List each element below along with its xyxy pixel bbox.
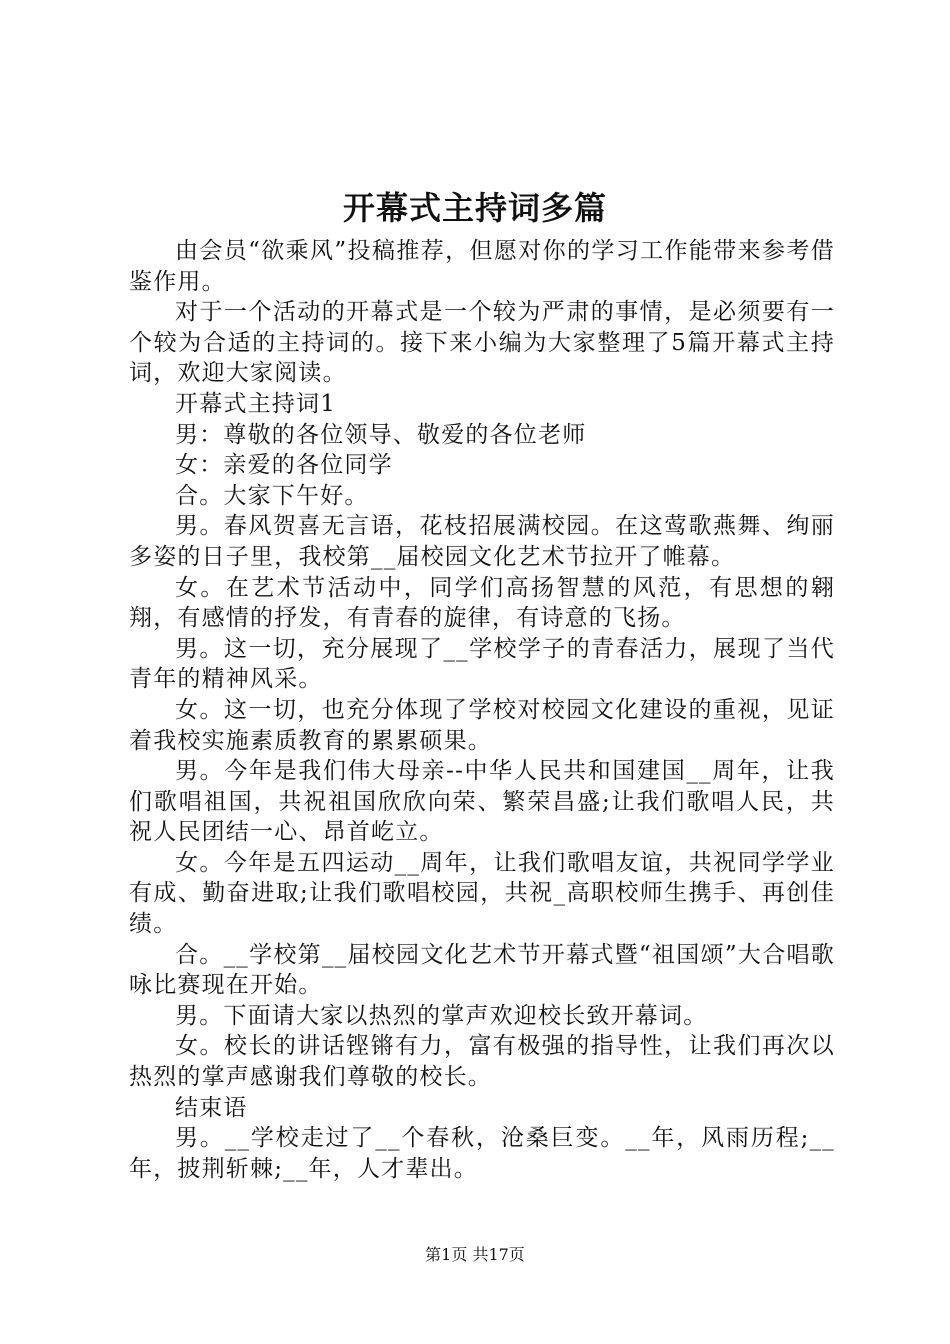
paragraph: 女。今年是五四运动__周年，让我们歌唱友谊，共祝同学学业有成、勤奋进取;让我们歌唱校园，共祝_高职校师生携手、再创佳绩。 (129, 849, 835, 938)
paragraph: 由会员“欲乘风”投稿推荐，但愿对你的学习工作能带来参考借鉴作用。 (129, 238, 835, 295)
paragraph: 对于一个活动的开幕式是一个较为严肃的事情，是必须要有一个较为合适的主持词的。接下来小编为大家整理了5篇开幕式主持词，欢迎大家阅读。 (129, 299, 835, 387)
paragraph: 女：亲爱的各位同学 (175, 452, 393, 479)
paragraph: 女。校长的讲话铿锵有力，富有极强的指导性，让我们再次以热烈的掌声感谢我们尊敬的校长。 (129, 1033, 835, 1091)
paragraph: 男：尊敬的各位领导、敬爱的各位老师 (175, 421, 587, 448)
document-title: 开幕式主持词多篇 (342, 189, 607, 227)
document-body (129, 236, 835, 1184)
paragraph: 男。今年是我们伟大母亲--中华人民共和国建国__周年，让我们歌唱祖国，共祝祖国欣欣向荣、繁荣昌盛;让我们歌唱人民，共祝人民团结一心、昂首屹立。 (129, 758, 835, 846)
paragraph: 女。在艺术节活动中，同学们高扬智慧的风范，有思想的翱翔，有感情的抒发，有青春的旋律，有诗意的飞扬。 (129, 574, 835, 632)
paragraph: 女。这一切，也充分体现了学校对校园文化建设的重视，见证着我校实施素质教育的累累硕果。 (129, 696, 835, 754)
paragraph: 男。春风贺喜无言语，花枝招展满校园。在这莺歌燕舞、绚丽多姿的日子里，我校第__届校园文化艺术节拉开了帷幕。 (129, 513, 835, 570)
paragraph: 男。__学校走过了__个春秋，沧桑巨变。__年，风雨历程;__年，披荆斩棘;__年，人才辈出。 (129, 1125, 835, 1182)
paragraph: 合。__学校第__届校园文化艺术节开幕式暨“祖国颂”大合唱歌咏比赛现在开始。 (129, 941, 835, 999)
paragraph: 男。下面请大家以热烈的掌声欢迎校长致开幕词。 (175, 1002, 708, 1029)
paragraph: 开幕式主持词1 (175, 390, 337, 417)
paragraph: 结束语 (175, 1094, 248, 1121)
paragraph: 男。这一切，充分展现了__学校学子的青春活力，展现了当代青年的精神风采。 (129, 635, 835, 693)
page-footer: 第1页 共17页 (425, 1245, 525, 1264)
paragraph: 合。大家下午好。 (175, 482, 369, 509)
